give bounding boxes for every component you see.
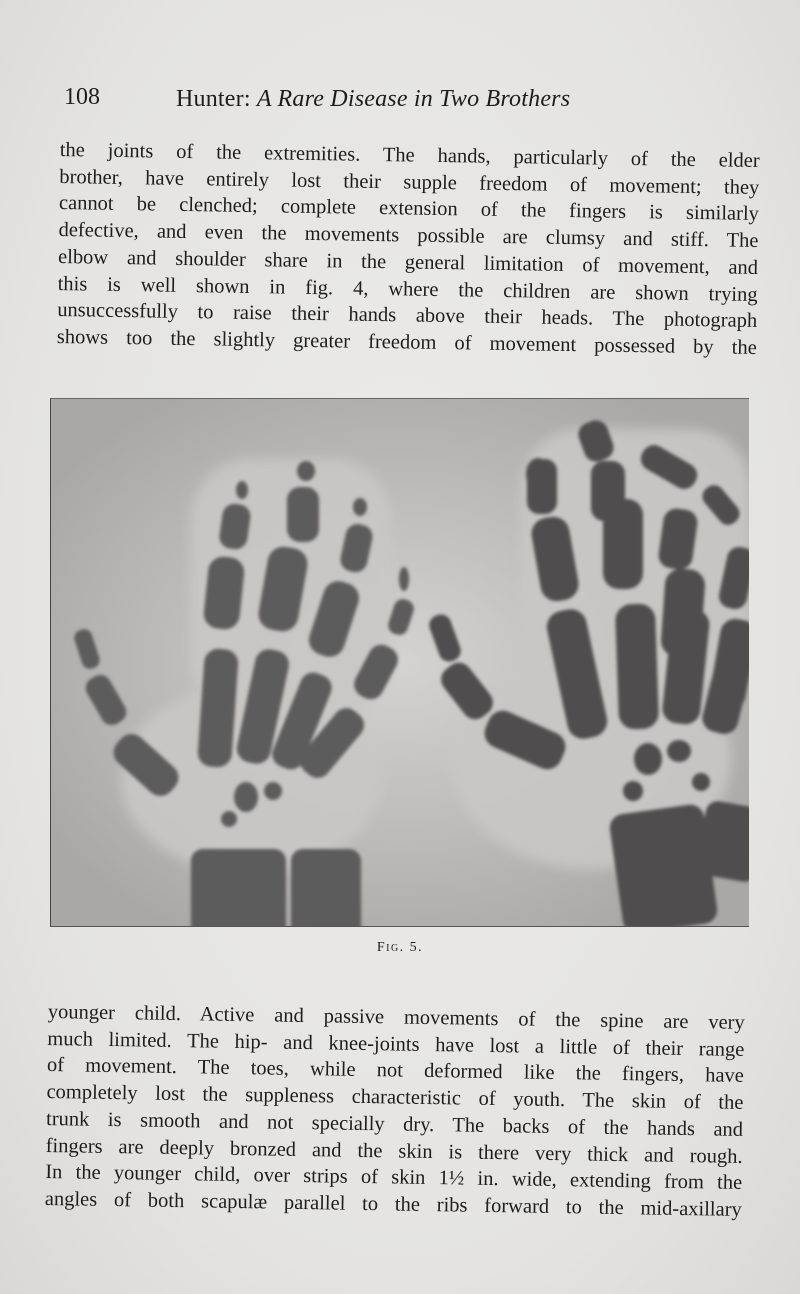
running-title — [176, 86, 570, 113]
text-line: elbow and shoulder share in the general limitation of movement, and — [57, 245, 759, 279]
text-line: much limited. The hip- and knee-joints have lost a little of their range — [47, 1027, 745, 1061]
xray-figure — [50, 398, 749, 927]
figure-caption: Fig. 5. — [376, 940, 424, 955]
text-line: In the younger child, over strips of skin 1½ in. wide, extending from the — [45, 1161, 743, 1195]
hands-xray-image — [51, 399, 749, 926]
text-line: brother, have entirely lost their supple freedom of movement; they — [59, 165, 760, 199]
text-line: younger child. Active and passive movements of the spine are very — [47, 1000, 745, 1034]
text-line: trunk is smooth and not specially dry. The backs of the hands and — [45, 1107, 744, 1141]
text-line: completely lost the suppleness characteristic of youth. The skin of the — [46, 1081, 744, 1115]
paragraph-bottom — [45, 999, 745, 1224]
text-line: fingers are deeply bronzed and the skin is there very thick and rough. — [45, 1134, 743, 1168]
text-line: the joints of the extremities. The hands, particularly of the elder — [59, 138, 760, 172]
text-line: cannot be clenched; complete extension of the fingers is similarly — [58, 192, 760, 226]
text-line: this is well shown in fig. 4, where the children are shown trying — [57, 272, 758, 306]
paragraph-top — [57, 137, 760, 362]
author-name: Hunter: — [176, 86, 251, 112]
text-line: angles of both scapulæ parallel to the ribs forward to the mid-axillary — [44, 1187, 742, 1221]
text-line: defective, and even the movements possible are clumsy and stiff. The — [58, 219, 759, 253]
article-title: A Rare Disease in Two Brothers — [256, 86, 571, 112]
text-line: shows too the slightly greater freedom of movement possessed by the — [56, 325, 757, 359]
text-line: unsuccessfully to raise their hands above their heads. The photograph — [57, 299, 758, 333]
text-line: of movement. The toes, while not deformed like the fingers, have — [46, 1054, 745, 1088]
page-number: 108 — [64, 84, 100, 110]
running-header — [64, 84, 664, 120]
